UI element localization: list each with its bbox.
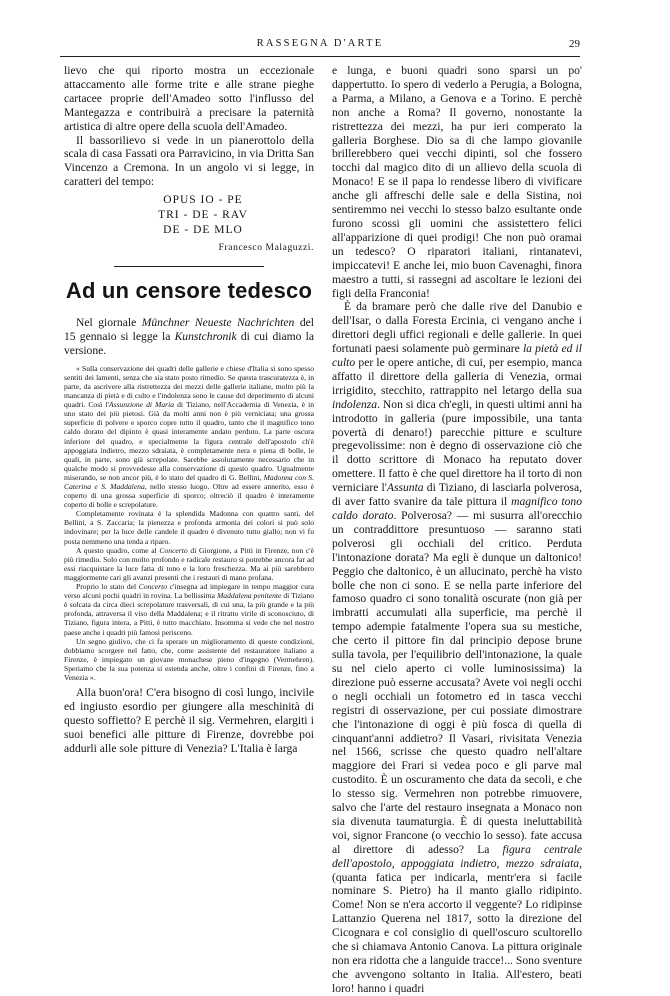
kunstchronik-name: Kunstchronik [174, 329, 237, 343]
right-column [332, 64, 582, 996]
paragraph-location: Il bassorilievo si vede in un pianerottolo della scala di casa Fassati ora Parravicino, in via Dritta San Vincenzo a Cremona. In un angolo vi si legge, in caratteri del tempo: [64, 133, 314, 189]
article-title: Ad un censore tedesco [65, 278, 313, 304]
inscription-line: OPUS IO - PE [163, 194, 243, 207]
response-paragraph: Alla buon'ora! C'era bisogno di così lungo, incivile ed ingiusto esordio per giungere alla meschinità di questo soffietto? E perchè il sig. Vermehren, elargiti i suoi benefici alle pitture di Firenze, dovrebbe poi addurli alle sole pitture di Venezia? L'Italia è larga [64, 686, 314, 755]
quote-paragraph-3: A questo quadro, come al Concerto di Giorgione, a Pitti in Firenze, non c'è più rimedio. Solo con molto profondo e radicale restauro si potrebbe ancora far ad essi riacquistare la luce fatta di tono e la loro freschezza. Ma ai più sarebbero maggiormente cari gli avanzi presenti che i restauri di mano profana. [64, 545, 314, 582]
inscription-line: DE - DE MLO [163, 224, 243, 237]
quote-paragraph-1: « Sulla conservazione dei quadri delle gallerie e chiese d'Italia si sono spesso sentiti dei lamenti, senza che sia stato posto rimedio. Se questa trascuratezza è, in parte, da ascrivere alla ristrettezza dei mezzi delle gallerie italiane, molto più la mancanza di pietà e di culto e l'indolenza sono le cause del deperimento di alcuni quadri. Così l'Assunzione di Maria di Tiziano, nell'Accademia di Venezia, è in uno stato dei più pietosi. Già da molti anni non è più verniciata; una grossa superficie di polvere e sporco copre tutto il quadro, tanto che il magnifico tono caldo dorato del dipinto è quasi interamente andato perduto. La parte oscura inferiore del quadro, e specialmente la figura centrale dell'apostolo ch'è appoggiata indietro, mezzo sdraiata, è completamente nera e piena di bolle, le quali, in parte, sono già screpolate. Sarebbe assolutamente necessario che in qualche modo si provvedesse alla conservazione di questo quadro. Ugualmente miserando, se non ancor più, è lo stato del quadro di G. Bellini, Madonna con S. Caterina e S. Maddalena, nello stesso luogo. Oltre ad essere annerito, esso è coperto di una grossa superficie di sporco; oltreciò il quadro è interamente coperto di bolle e screpolature. [64, 363, 314, 510]
quote-paragraph-2: Completamente rovinata è la splendida Madonna con quattro santi, del Bellini, a S. Zaccaria; la pienezza e profonda armonia dei colori si può solo indovinare; per la luce delle candele il quadro è divenuto tutto giallo; non vi fu posta nemmeno una tenda a riparo. [64, 509, 314, 546]
response-paragraph-2: È da bramare però che dalle rive del Danubio e dell'Isar, o dalla Foresta Ercinia, ci vengano anche i direttori degli uffici regionali e delle gallerie. In quei fortunati paesi solamente può germinare la pietà ed il culto per le opere antiche, di cui, per esempio, manca affatto il direttore della galleria di Venezia, ormai irrigidito, stecchito, rattrappito nel letargo della sua indolenza. Non si dica ch'egli, in questi ultimi anni ha introdotto in galleria (pure impossibile, una tanta povertà di denaro!) parecchie pitture e sculture pregevolissime: non è degno di osservazione ciò che il dotto scrittore di Monaco ha reputato dover omettere. Il fatto è che quel direttore ha il torto di non verniciare l'Assunta di Tiziano, di lasciarla polverosa, di aver fatto svanire da tale pittura il magnifico tono caldo dorato. Polverosa? — mi susurra all'orecchio un contraddittore presuntuoso — saranno stati polverosi gli occhiali del critico. Perduta l'intonazione dorata? Ma egli è dunque un daltonico! Peggio che daltonico, è un allucinato, perchè ha visto bolle che non ci sono. E se nella parte inferiore del famoso quadro ci sono tonalità oscurate (non già per imbratti accumulati alla superficie, ma perchè il tempo adempie fatalmente l'opera sua su mestiche, che certo il pittore fin dal principio depose brune sulla tavola, per l'equilibrio dell'intonazione, la quale su nel cielo aperto ci volle luminosissima) la direzione può esserne accusata? Avete voi negli occhi o negli occhiali un fotometro ed in tasca vecchi registri di osservazione, per cui possiate dimostrare che l'intonazione di oggi è più fosca di quella di cinquant'anni addietro? Il Vasari, rivisitata Venezia nel 1566, scrisse che questo quadro nell'altare maggiore dei Frari si vedea poco e gli parve mal custodito. È un oscuramento che data da secoli, e che lo stesso sig. Vermehren non potrebbe rimuovere, salvo che l'arte del restauro insegnata a Monaco non sia divenuta taumaturgia. È di questa ineluttabilità voi, signor Francone (o vecchio lo sesso). fate accusa al direttore di adesso? La figura centrale dell'apostolo, appoggiata indietro, mezzo sdraiata, (quanta fatica per indicarla, mentr'era si facile nominare S. Pietro) ha il manto giallo ridipinto. Come! Non se n'era accorto il veggente? Lo ridipinse Lattanzio Querena nel 1817, sotto la direzione del Cicognara e col consiglio di quell'oscuro scultorello che si chiamava Antonio Canova. La pittura originale non era ridotta che a languide tracce!... Sono sventure che avvengono soltanto in Italia. All'estero, beati loro! hanno i quadri [332, 300, 583, 995]
paragraph-continuation: lievo che qui riporto mostra un eccezionale attaccamento alle forme trite e alle strane pieghe cartacee proprie dell'Amadeo sotto l'influsso del Mantegazza e contribuirà a precisare la paternità artistica di altre opere della scuola dell'Amadeo. [64, 64, 314, 133]
quote-paragraph-4: Proprio lo stato del Concerto c'insegna ad impiegare in tempo maggior cura verso alcuni pochi quadri in rovina. La bellissima Maddalena penitente di Tiziano è solcata da circa dieci screpolature trasversali, di cui una, la più grande e la più profonda, attraversa il viso della Maddalena; e il ritratto virile di sconosciuto, di Tiziano, figura intera, a Pitti, è tutto macchiato. Insomma si vede che nel nostro paese anche i quadri più famosi perisceno. [64, 582, 314, 637]
response-continuation: e lunga, e buoni quadri sono sparsi un po' dappertutto. Io spero di vederlo a Perugia, a Bologna, a Parma, a Milano, a Genova e a Torino. E perchè non anche a Roma? Il governo, nonostante la ristrettezza dei mezzi, ha pur ieri comperato la galleria Borghese. Dio sa di che lampo giovanile brillerebbero quei vecchi dipinti, sol che fossero tocchi dal magico dito di un allievo della scuola di Monaco! E se il papa lo rendesse libero di vivificare anche gli affreschi delle sale e della Sistina, noi sentiremmo nei vecchi lo stesso balzo esultante onde furono scossi gli uomini che assistettero felici all'apparizione di quei prodigi! Che non può oramai un tedesco? O riparatori italiani, rintanatevi, impiccatevi! E anche lei, mio buon Cavenaghi, finora maestro a tutti, si rassegni ad ascoltare le lezioni dei figli della Franconia! [332, 64, 582, 300]
inscription [92, 193, 314, 238]
inscription-line: TRI - DE - RAV [158, 209, 248, 222]
quote-paragraph-5: Un segno giulivo, che ci fa sperare un miglioramento di queste condizioni, dobbiamo scorgere nel fatto, che, come assistente del restauratore italiano a Firenze, è impiegato un giovane monachese pieno d'ingegno (Vermehren). Speriamo che la sua potenza si estenda anche, oltre i confini di Firenze, fino a Venezia ». [64, 636, 314, 682]
header-rule [60, 56, 580, 57]
article-intro: Nel giornale Münchner Neueste Nachrichten del 15 gennaio si legge la Kunstchronik di cui diamo la versione. [64, 316, 315, 357]
page-number: 29 [569, 38, 580, 50]
running-header [60, 38, 580, 54]
author-signature: Francesco Malaguzzi. [218, 243, 314, 254]
section-divider [114, 266, 264, 267]
newspaper-name: Münchner Neueste Nachrichten [141, 316, 295, 330]
journal-title: RASSEGNA D'ARTE [256, 38, 384, 49]
left-column [64, 64, 314, 756]
